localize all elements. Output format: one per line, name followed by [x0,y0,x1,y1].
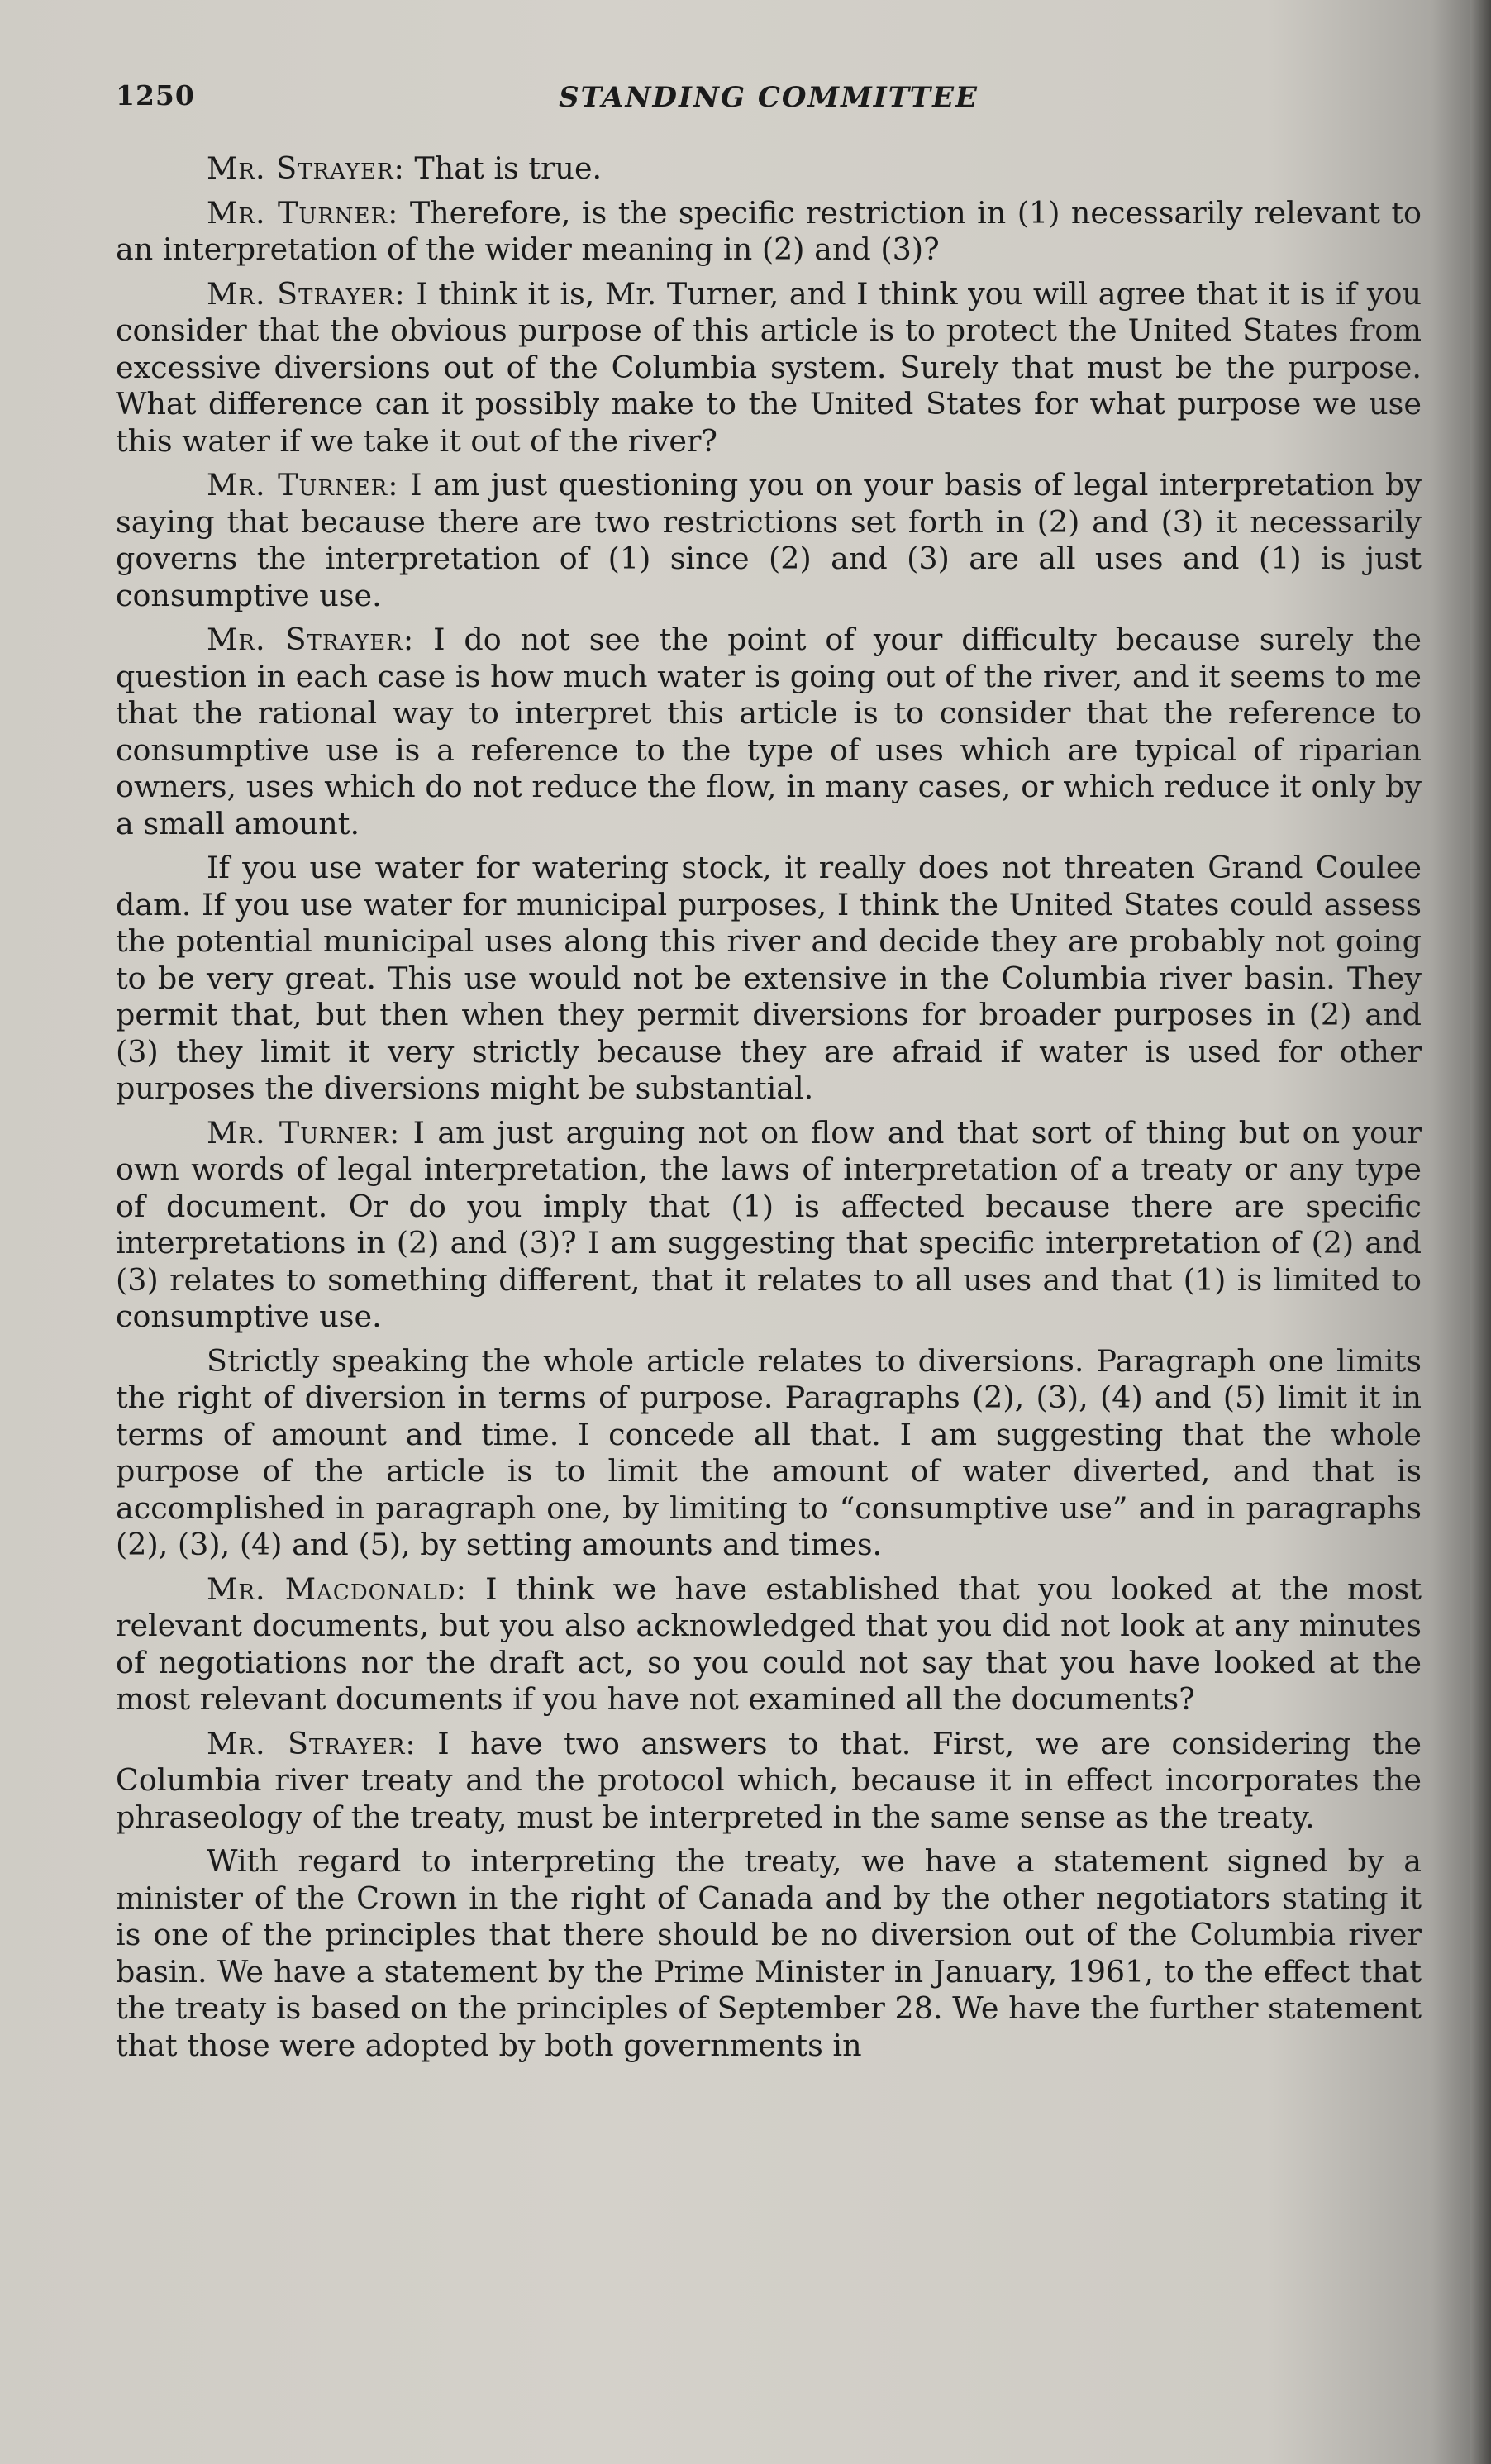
running-title: STANDING COMMITTEE [559,81,979,114]
paragraph-2 [116,195,1422,269]
speaker-name: Mr. Strayer: [207,150,405,186]
paragraph-8 [116,1343,1422,1564]
paragraph-text: Strictly speaking the whole article relates to diversions. Paragraph one limits the right of diversion in terms of purpose. Paragraphs (2), (3), (4) and (5) limit it in terms of amount and time. I concede all that. I am suggesting that the whole purpose of the article is to limit the amount of water diverted, and that is accomplished in paragraph one, by limiting to “consumptive use” and in paragraphs (2), (3), (4) and (5), by setting amounts and times. [116,1342,1422,1562]
speaker-name: Mr. Turner: [207,467,399,503]
paragraph-6 [116,850,1422,1108]
paragraph-text: I think it is, Mr. Turner, and I think you will agree that it is if you consider that the obvious purpose of this article is to protect the United States from excessive diversions out of the Columbia system. Surely that must be the purpose. What difference can it possibly make to the United States for what purpose we use this water if we take it out of the river? [116,275,1422,459]
paragraph-4 [116,467,1422,614]
paragraph-3 [116,276,1422,460]
speaker-name: Mr. Turner: [207,194,399,231]
paragraph-9 [116,1571,1422,1718]
speaker-name: Mr. Turner: [207,1114,401,1151]
paragraph-text: If you use water for watering stock, it really does not threaten Grand Coulee dam. If you use water for municipal purposes, I think the United States could assess the potential municipal uses along this river and decide they are probably not going to be very great. This use would not be extensive in the Columbia river basin. They permit that, but then when they permit diversions for broader purposes in (2) and (3) they limit it very strictly because they are afraid if water is used for other purposes the diversions might be substantial. [116,850,1422,1106]
paragraph-text: I am just questioning you on your basis of legal interpretation by saying that because there are two restrictions set forth in (2) and (3) it necessarily governs the interpretation of (1) since (2) and (3) are all uses and (1) is just consumptive use. [116,467,1422,613]
speaker-name: Mr. Strayer: [207,275,406,312]
paragraph-5 [116,622,1422,842]
paragraph-text: I do not see the point of your difficulty because surely the question in each case is how much water is going out of the river, and it seems to me that the rational way to interpret this article is to consider that the reference to consumptive use is a reference to the type of uses which are typical of riparian owners, uses which do not reduce the flow, in many cases, or which reduce it only by a small amount. [116,622,1422,841]
page-edge-shadow [1470,0,1491,2464]
paragraph-text: I think we have established that you looked at the most relevant documents, but you also acknowledged that you did not look at any minutes of negotiations nor the draft act, so you could not say that you have looked at the most relevant documents if you have not examined all the documents? [116,1570,1422,1717]
speaker-name: Mr. Strayer: [207,1725,417,1761]
paragraph-10 [116,1726,1422,1837]
paragraph-text: Therefore, is the specific restriction in (1) necessarily relevant to an interpretation of the wider meaning in (2) and (3)? [116,194,1422,267]
paragraph-11 [116,1843,1422,2064]
paragraph-text: With regard to interpreting the treaty, we have a statement signed by a minister of the Crown in the right of Canada and by the other negotiators stating it is one of the principles that there should be no diversion out of the Columbia river basin. We have a statement by the Prime Minister in January, 1961, to the effect that the treaty is based on the principles of September 28. We have the further statement that those were adopted by both governments in [116,1843,1422,2063]
paragraph-text: That is true. [404,150,603,186]
speaker-name: Mr. Macdonald: [207,1570,467,1607]
speaker-name: Mr. Strayer: [207,622,415,657]
paragraph-1 [116,150,1422,188]
page-number: 1250 [116,79,195,112]
paragraph-text: I have two answers to that. First, we are considering the Columbia river treaty and the protocol which, because it in effect incorporates the phraseology of the treaty, must be interpreted in the same sense as the treaty. [116,1725,1422,1835]
paragraph-7 [116,1115,1422,1336]
page-body [116,150,1422,2071]
page-header [116,79,1422,129]
paragraph-text: I am just arguing not on flow and that sort of thing but on your own words of legal interpretation, the laws of interpretation of a treaty or any type of document. Or do you imply that (1) is affected because there are specific interpretations in (2) and (3)? I am suggesting that specific interpretation of (2) and (3) relates to something different, that it relates to all uses and that (1) is limited to consumptive use. [116,1114,1422,1334]
